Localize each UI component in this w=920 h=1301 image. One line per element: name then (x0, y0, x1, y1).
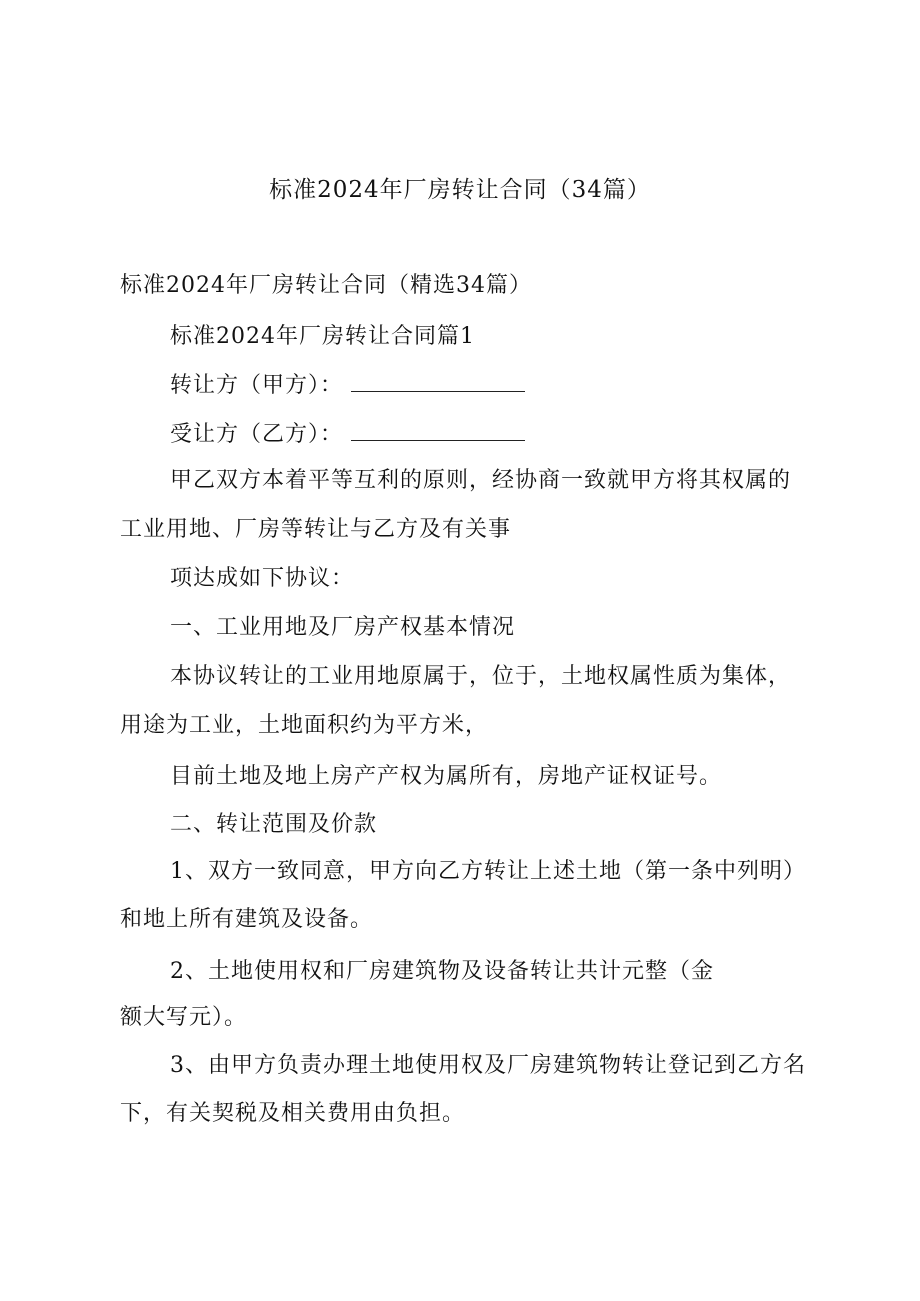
paragraph-line: 和地上所有建筑及设备。 (120, 907, 374, 932)
party-b-label: 受让方（乙方）： (170, 422, 344, 447)
paragraph-line: 本协议转让的工业用地原属于，位于，土地权属性质为集体， (170, 664, 792, 689)
paragraph-line: 用途为工业，土地面积约为平方米， (120, 713, 489, 738)
party-a-row (170, 371, 525, 401)
paragraph-line: 目前土地及地上房产产权为属所有，房地产证权证号。 (170, 764, 723, 789)
paragraph-line: 项达成如下协议： (170, 566, 355, 591)
party-b-blank (351, 420, 525, 441)
party-a-label: 转让方（甲方）： (170, 373, 344, 398)
document-title: 标准2024年厂房转让合同（34篇） (269, 177, 651, 203)
paragraph-line: 3、由甲方负责办理土地使用权及厂房建筑物转让登记到乙方名 (170, 1053, 806, 1078)
paragraph-line: 额大写元）。 (120, 1005, 248, 1030)
paragraph-line: 1、双方一致同意，甲方向乙方转让上述土地（第一条中列明） (170, 859, 806, 884)
section-heading: 标准2024年厂房转让合同篇1 (170, 324, 475, 349)
document-subtitle: 标准2024年厂房转让合同（精选34篇） (120, 273, 532, 298)
paragraph-line: 甲乙双方本着平等互利的原则，经协商一致就甲方将其权属的 (170, 468, 792, 493)
paragraph-line: 2、土地使用权和厂房建筑物及设备转让共计元整（金 (170, 959, 714, 984)
paragraph-line: 工业用地、厂房等转让与乙方及有关事 (120, 517, 512, 542)
section-one-heading: 一、工业用地及厂房产权基本情况 (170, 615, 516, 640)
section-two-heading: 二、转让范围及价款 (170, 812, 378, 837)
paragraph-line: 下，有关契税及相关费用由负担。 (120, 1101, 466, 1126)
party-a-blank (351, 371, 525, 392)
party-b-row (170, 420, 525, 450)
